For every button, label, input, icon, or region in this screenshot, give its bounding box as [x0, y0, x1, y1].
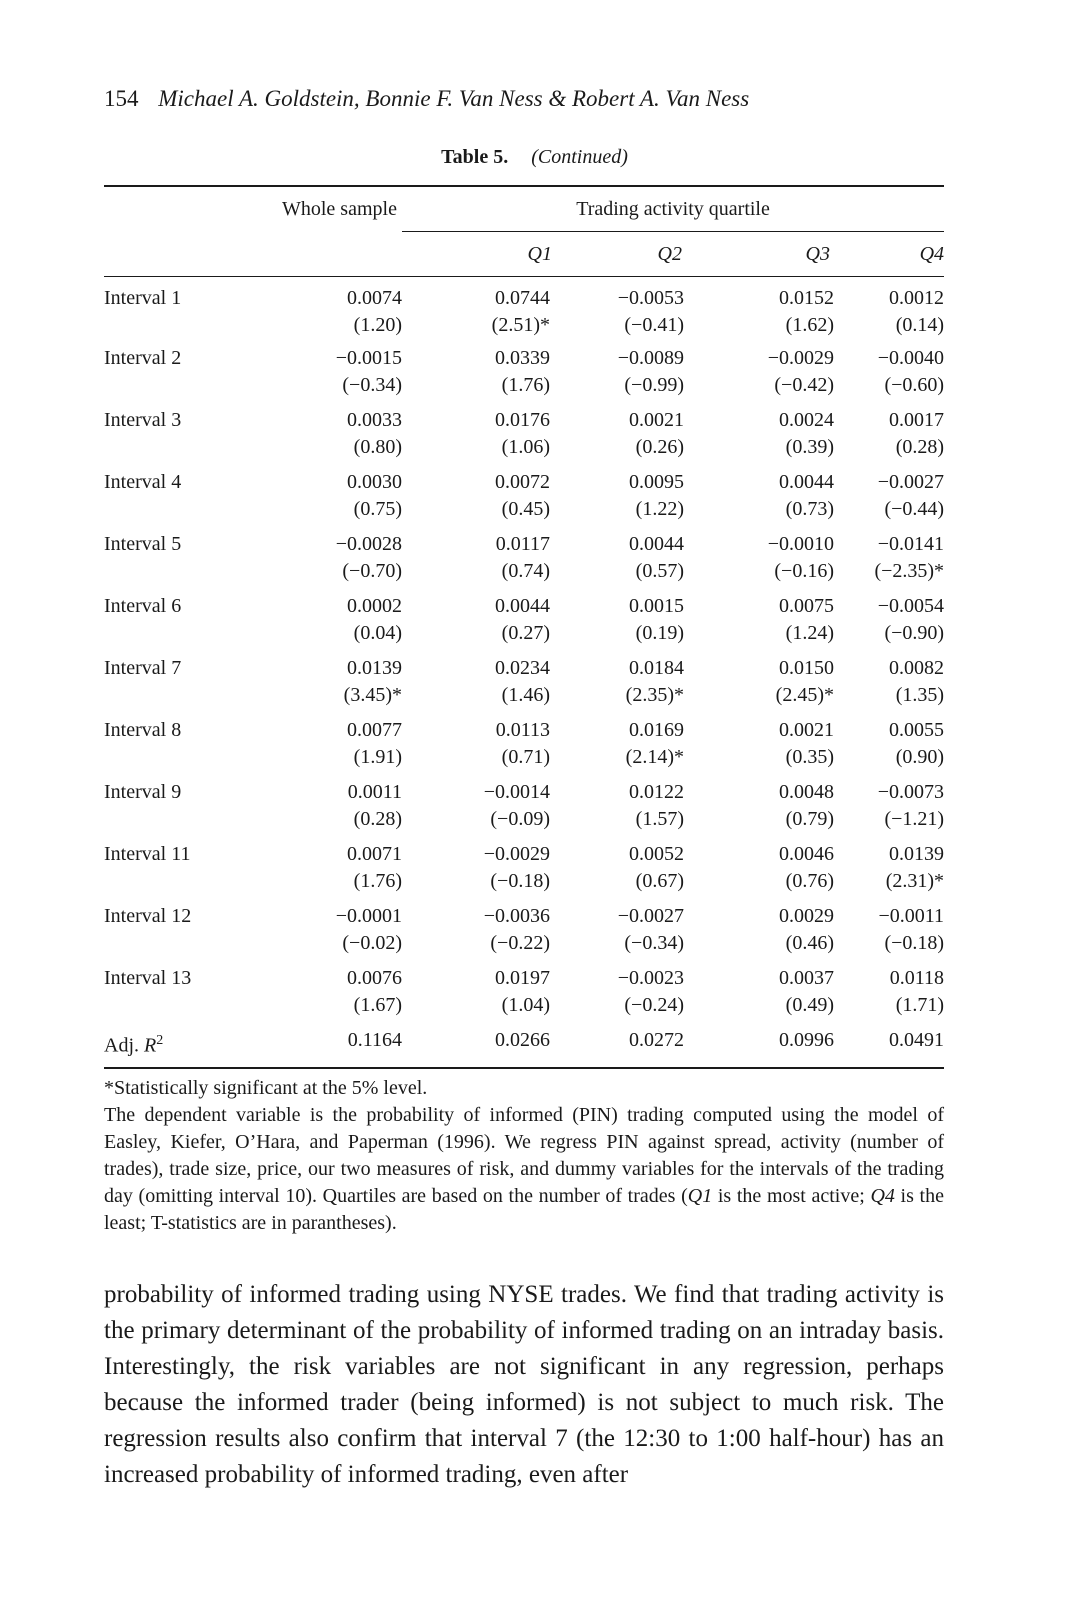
table-cell — [552, 593, 692, 655]
t-statistic: (2.31)* — [885, 869, 945, 892]
coefficient: 0.0184 — [629, 656, 684, 679]
table-row — [104, 717, 944, 779]
coefficient: 0.0169 — [629, 718, 684, 741]
table-cell — [402, 469, 552, 531]
table-cell — [402, 277, 552, 345]
t-statistic: (1.57) — [635, 807, 684, 830]
coefficient: 0.0139 — [347, 656, 402, 679]
t-statistic: (−0.60) — [884, 373, 945, 396]
t-statistic: (2.35)* — [625, 683, 684, 706]
coefficient: 0.0152 — [779, 287, 834, 309]
t-statistic: (1.67) — [353, 993, 402, 1016]
table-cell — [842, 717, 944, 779]
t-statistic: (0.74) — [501, 559, 550, 582]
table-cell — [402, 531, 552, 593]
table-cell — [842, 593, 944, 655]
coefficient: 0.0015 — [629, 594, 684, 617]
table-cell — [252, 965, 402, 1027]
adj-r2-value: 0.1164 — [252, 1027, 402, 1068]
row-label: Interval 11 — [104, 842, 191, 865]
coefficient: 0.0339 — [495, 346, 550, 369]
row-label: Interval 9 — [104, 780, 182, 803]
coefficient: 0.0024 — [779, 408, 834, 431]
coefficient: 0.0075 — [779, 594, 834, 617]
t-statistic: (−0.22) — [490, 931, 550, 954]
t-statistic: (1.76) — [353, 869, 402, 892]
row-label: Interval 3 — [104, 408, 182, 431]
coefficient: 0.0072 — [495, 470, 550, 493]
header-trading-activity-quartile: Trading activity quartile — [402, 186, 944, 232]
t-statistic: (0.39) — [785, 435, 834, 458]
t-statistic: (−0.24) — [624, 993, 684, 1016]
t-statistic: (−0.02) — [342, 931, 402, 954]
t-statistic: (0.45) — [501, 497, 550, 520]
adj-r2-value: 0.0266 — [402, 1027, 552, 1068]
coefficient: 0.0234 — [495, 656, 550, 679]
table-notes — [104, 1075, 944, 1237]
running-head — [104, 86, 749, 112]
table-cell — [402, 593, 552, 655]
coefficient: 0.0139 — [889, 842, 945, 865]
table-cell — [552, 779, 692, 841]
coefficient: 0.0044 — [629, 532, 684, 555]
table-row — [104, 345, 944, 407]
coefficient: −0.0089 — [617, 346, 684, 369]
coefficient: −0.0029 — [767, 346, 834, 369]
coefficient: −0.0040 — [877, 346, 945, 369]
table-row — [104, 965, 944, 1027]
table-cell — [842, 345, 944, 407]
table-cell — [402, 655, 552, 717]
table-cell — [402, 965, 552, 1027]
body-paragraph — [104, 1277, 944, 1493]
row-label: Interval 13 — [104, 966, 192, 989]
t-statistic: (0.76) — [785, 869, 834, 892]
coefficient: 0.0044 — [779, 470, 834, 493]
t-statistic: (−1.21) — [884, 807, 945, 830]
table-cell — [842, 407, 944, 469]
coefficient: −0.0073 — [877, 780, 945, 803]
t-statistic: (3.45)* — [343, 683, 402, 706]
table-cell — [552, 717, 692, 779]
table-cell — [552, 903, 692, 965]
adj-r2-row — [104, 1027, 944, 1068]
table-cell — [402, 903, 552, 965]
table-row — [104, 655, 944, 717]
t-statistic: (1.71) — [895, 993, 945, 1016]
regression-table — [104, 185, 944, 1069]
t-statistic: (0.04) — [353, 621, 402, 644]
adj-r2-label — [104, 1027, 252, 1068]
significance-note: *Statistically significant at the 5% level. — [104, 1077, 428, 1099]
header-q2: Q2 — [552, 232, 692, 277]
coefficient: 0.0113 — [495, 718, 550, 741]
coefficient: 0.0011 — [347, 780, 402, 803]
t-statistic: (−0.41) — [624, 314, 684, 336]
coefficient: 0.0076 — [347, 966, 402, 989]
coefficient: 0.0055 — [889, 718, 945, 741]
t-statistic: (0.71) — [501, 745, 550, 768]
table-cell — [252, 345, 402, 407]
t-statistic: (1.04) — [501, 993, 550, 1016]
table-cell — [842, 469, 944, 531]
table-cell — [552, 277, 692, 345]
header-whole-sample: Whole sample — [252, 186, 402, 232]
t-statistic: (0.73) — [785, 497, 834, 520]
coefficient: −0.0001 — [335, 904, 402, 927]
coefficient: 0.0071 — [347, 842, 402, 865]
coefficient: 0.0044 — [495, 594, 550, 617]
t-statistic: (1.24) — [785, 621, 834, 644]
t-statistic: (0.90) — [895, 745, 945, 768]
header-q1: Q1 — [402, 232, 552, 277]
table-cell — [692, 655, 842, 717]
t-statistic: (−0.18) — [490, 869, 550, 892]
t-statistic: (0.75) — [353, 497, 402, 520]
table-cell — [842, 841, 944, 903]
coefficient: −0.0054 — [877, 594, 945, 617]
coefficient: 0.0002 — [347, 594, 402, 617]
coefficient: −0.0011 — [878, 904, 945, 927]
coefficient: 0.0021 — [779, 718, 834, 741]
table-cell — [252, 655, 402, 717]
table-row — [104, 407, 944, 469]
table-cell — [692, 903, 842, 965]
row-label: Interval 5 — [104, 532, 182, 555]
coefficient: −0.0027 — [877, 470, 945, 493]
coefficient: 0.0033 — [347, 408, 402, 431]
row-label: Interval 2 — [104, 346, 182, 369]
table-cell — [402, 407, 552, 469]
table-cell — [552, 469, 692, 531]
coefficient: 0.0052 — [629, 842, 684, 865]
t-statistic: (−0.70) — [342, 559, 402, 582]
coefficient: 0.0197 — [495, 966, 550, 989]
table-cell — [252, 407, 402, 469]
coefficient: 0.0037 — [779, 966, 834, 989]
t-statistic: (0.49) — [785, 993, 834, 1016]
coefficient: 0.0074 — [347, 287, 402, 309]
table-cell — [552, 345, 692, 407]
t-statistic: (−0.34) — [342, 373, 402, 396]
adj-r2-label-text: Adj. R — [104, 1034, 157, 1057]
table-continued: (Continued) — [531, 146, 628, 168]
table-cell — [252, 841, 402, 903]
running-head-authors: Michael A. Goldstein, Bonnie F. Van Ness & Robert A. Van Ness — [158, 86, 750, 111]
table-label: Table 5. — [441, 146, 509, 168]
table-row — [104, 779, 944, 841]
table-cell — [252, 717, 402, 779]
coefficient: 0.0176 — [495, 408, 550, 431]
description-note: The dependent variable is the probability of informed (PIN) trading computed using the model of Easley, Kiefer, O’Hara, and Paperman (1996). We regress PIN against spread, activity (number of trades), trade size, price, our two measures of risk, and dummy variables for the intervals of the trading day (omitting interval 10). Quartiles are based on the number of trades (Q1 is the most active; Q4 is the least; T-statistics are in parantheses). — [104, 1104, 944, 1234]
t-statistic: (−0.18) — [884, 931, 945, 954]
t-statistic: (0.14) — [895, 314, 945, 336]
table-cell — [692, 531, 842, 593]
table-cell — [402, 841, 552, 903]
t-statistic: (1.20) — [353, 314, 402, 336]
table-cell — [252, 531, 402, 593]
t-statistic: (2.45)* — [775, 683, 834, 706]
t-statistic: (0.26) — [635, 435, 684, 458]
t-statistic: (2.14)* — [625, 745, 684, 768]
t-statistic: (−0.09) — [490, 807, 550, 830]
table-cell — [692, 345, 842, 407]
row-label: Interval 8 — [104, 718, 182, 741]
coefficient: 0.0118 — [889, 966, 945, 989]
table-cell — [692, 965, 842, 1027]
coefficient: −0.0141 — [877, 532, 945, 555]
table-row — [104, 841, 944, 903]
table-cell — [842, 779, 944, 841]
table-cell — [402, 779, 552, 841]
table-cell — [842, 965, 944, 1027]
table-cell — [552, 655, 692, 717]
t-statistic: (−0.90) — [884, 621, 945, 644]
coefficient: 0.0048 — [779, 780, 834, 803]
table-cell — [692, 593, 842, 655]
coefficient: −0.0010 — [767, 532, 834, 555]
t-statistic: (0.28) — [895, 435, 945, 458]
table-cell — [842, 903, 944, 965]
table-cell — [692, 407, 842, 469]
table-cell — [692, 277, 842, 345]
coefficient: −0.0036 — [483, 904, 550, 927]
table-cell — [842, 277, 944, 345]
header-q4: Q4 — [842, 232, 944, 277]
coefficient: 0.0021 — [629, 408, 684, 431]
t-statistic: (1.91) — [353, 745, 402, 768]
t-statistic: (1.22) — [635, 497, 684, 520]
coefficient: 0.0046 — [779, 842, 834, 865]
table-row — [104, 277, 944, 345]
t-statistic: (−2.35)* — [874, 559, 945, 582]
adj-r2-superscript: 2 — [156, 1032, 164, 1048]
t-statistic: (0.79) — [785, 807, 834, 830]
t-statistic: (0.57) — [635, 559, 684, 582]
table-body — [104, 277, 944, 1068]
page-number: 154 — [104, 86, 139, 111]
t-statistic: (0.46) — [785, 931, 834, 954]
table-cell — [402, 345, 552, 407]
table-cell — [842, 531, 944, 593]
table-row — [104, 531, 944, 593]
row-label: Interval 6 — [104, 594, 182, 617]
coefficient: −0.0014 — [483, 780, 550, 803]
coefficient: 0.0029 — [779, 904, 834, 927]
t-statistic: (1.46) — [501, 683, 550, 706]
table-cell — [552, 407, 692, 469]
t-statistic: (−0.44) — [884, 497, 945, 520]
coefficient: 0.0095 — [629, 470, 684, 493]
t-statistic: (−0.34) — [624, 931, 684, 954]
table-cell — [692, 841, 842, 903]
t-statistic: (2.51)* — [491, 314, 550, 336]
coefficient: −0.0053 — [617, 287, 684, 309]
coefficient: −0.0029 — [483, 842, 550, 865]
table-caption — [0, 146, 1069, 169]
row-label: Interval 1 — [104, 287, 182, 309]
coefficient: −0.0023 — [617, 966, 684, 989]
table-row — [104, 903, 944, 965]
table-cell — [252, 779, 402, 841]
t-statistic: (1.35) — [895, 683, 945, 706]
coefficient: 0.0117 — [495, 532, 550, 555]
t-statistic: (0.28) — [353, 807, 402, 830]
t-statistic: (0.19) — [635, 621, 684, 644]
table-row — [104, 469, 944, 531]
table-cell — [402, 717, 552, 779]
coefficient: −0.0015 — [335, 346, 402, 369]
t-statistic: (−0.99) — [624, 373, 684, 396]
row-label: Interval 12 — [104, 904, 192, 927]
t-statistic: (0.35) — [785, 745, 834, 768]
t-statistic: (−0.42) — [774, 373, 834, 396]
coefficient: 0.0744 — [495, 287, 550, 309]
coefficient: 0.0122 — [629, 780, 684, 803]
table-cell — [252, 469, 402, 531]
table-cell — [252, 277, 402, 345]
table-cell — [842, 655, 944, 717]
body-paragraph-text: probability of informed trading using NYSE trades. We find that trading activity is the primary determinant of the probability of informed trading on an intraday basis. Interestingly, the risk variables are not significant in any regression, perhaps because the informed trader (being informed) is not subject to much risk. The regression results also confirm that interval 7 (the 12:30 to 1:00 half-hour) has an increased probability of informed trading, even after — [104, 1281, 944, 1488]
row-label: Interval 7 — [104, 656, 182, 679]
t-statistic: (1.62) — [785, 314, 834, 336]
t-statistic: (0.80) — [353, 435, 402, 458]
coefficient: 0.0012 — [889, 287, 945, 309]
coefficient: 0.0030 — [347, 470, 402, 493]
table-cell — [252, 593, 402, 655]
table-cell — [692, 717, 842, 779]
t-statistic: (0.27) — [501, 621, 550, 644]
t-statistic: (1.06) — [501, 435, 550, 458]
table-cell — [552, 841, 692, 903]
adj-r2-value: 0.0491 — [842, 1027, 944, 1068]
coefficient: 0.0082 — [889, 656, 945, 679]
coefficient: 0.0150 — [779, 656, 834, 679]
coefficient: −0.0028 — [335, 532, 402, 555]
table-cell — [252, 903, 402, 965]
t-statistic: (1.76) — [501, 373, 550, 396]
coefficient: 0.0077 — [347, 718, 402, 741]
row-label: Interval 4 — [104, 470, 182, 493]
table-cell — [552, 965, 692, 1027]
table-cell — [692, 779, 842, 841]
coefficient: −0.0027 — [617, 904, 684, 927]
adj-r2-value: 0.0996 — [692, 1027, 842, 1068]
table-row — [104, 593, 944, 655]
t-statistic: (0.67) — [635, 869, 684, 892]
table-cell — [692, 469, 842, 531]
adj-r2-value: 0.0272 — [552, 1027, 692, 1068]
table-cell — [552, 531, 692, 593]
t-statistic: (−0.16) — [774, 559, 834, 582]
coefficient: 0.0017 — [889, 408, 945, 431]
header-q3: Q3 — [692, 232, 842, 277]
